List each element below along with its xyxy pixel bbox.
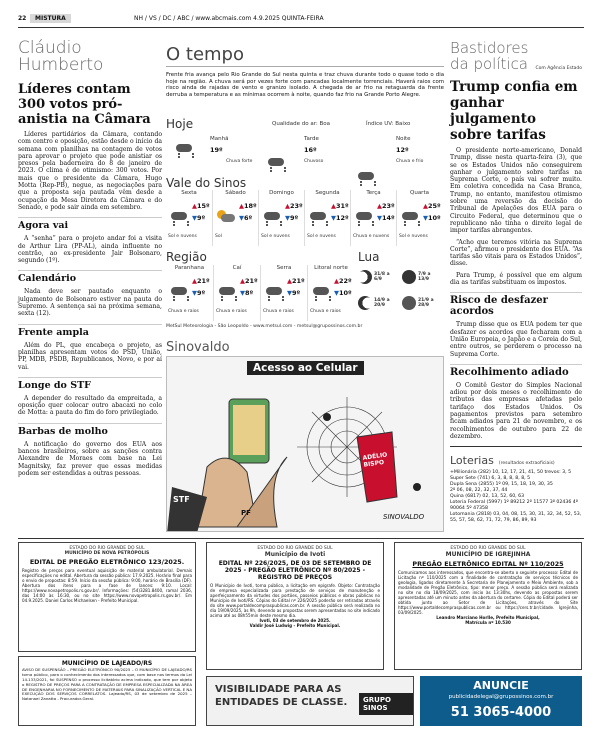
cartoon-title: Sinovaldo <box>166 340 230 355</box>
city-condition: Chuva e raios <box>263 309 294 314</box>
period-desc: Chuvoso <box>304 159 324 164</box>
period-temp: 16º <box>304 146 317 154</box>
ad-email: publicidadelegal@grupossinos.com.br <box>448 694 554 700</box>
col1-paragraph: A depender do resultado da empreitada, a oposição quer colocar outro abacaxi no colo de Motta: a pauta do fim do foro privilegiado. <box>18 394 162 417</box>
cartoon-panel <box>166 356 444 532</box>
cartoon-banner: Acesso ao Celular <box>247 361 364 375</box>
col1-paragraph: Além do PL, que encabeça o projeto, as planilhas apresentam votos do PSD, União, PP, MDB, PSDB, Republicanos, Novo, e por aí vai. <box>18 341 162 371</box>
politics-column <box>450 40 582 524</box>
cloud-icon <box>354 210 374 224</box>
forecast-day <box>396 190 442 246</box>
city-name: Paranhana <box>174 265 205 271</box>
forecast-days <box>166 190 444 246</box>
period-temp: 12º <box>396 146 409 154</box>
regiao-title: Região <box>166 250 207 264</box>
ad-state: ESTADO DO RIO GRANDE DO SUL <box>450 546 526 551</box>
subhead: Barbas de molho <box>18 423 162 437</box>
waning-moon-icon <box>358 270 372 284</box>
subhead: Agora vai <box>18 217 162 231</box>
storm-icon <box>217 285 237 299</box>
ad-body: O Município de Ivoti, torna público, a licitação em epígrafe. Objeto: Contratação de empresa especializada para prestação de serviços de manutenção e aperfeiçoamento da virtudes dos portões, passeios públicos e obras públicas no Município de Ivoti/RS. Cópias do Edital nº 226/2025 poderão ser retiradas através do site www.portaldecompraspublicas.com.br. A sessão pública será realizada no dia 19/09/2025, às 9h, devendo as propostas serem apresentadas no site indicado acima até as 08h55min deste mesmo dia. <box>210 583 380 618</box>
cartoon-drawing <box>167 377 444 532</box>
day-condition: Sol <box>215 234 222 239</box>
brand-logo: GRUPO SINOS <box>359 693 413 715</box>
cartoonist-signature: SINOVALDO <box>383 513 425 521</box>
period-name: Manhã <box>210 136 229 142</box>
subhead: Recolhimento adiado <box>450 364 582 378</box>
col1-paragraph: A “senha” para o projeto andar foi a visita de Arthur Lira (PP-AL), ainda influente no centrão, ao ex-presidente Jair Bolsonaro, segundo (1º). <box>18 235 162 265</box>
ad-anuncie <box>420 676 582 726</box>
ad-municipality: MUNICÍPIO DE NOVA PETRÓPOLIS <box>64 551 150 556</box>
storm-icon <box>311 285 331 299</box>
forecast-day <box>212 190 258 246</box>
ad-signature: Valdir José Ludwig - Prefeito Municipal. <box>249 623 341 628</box>
max-temp: ▲15º <box>192 202 210 210</box>
air-quality: Qualidade do ar: Boa <box>272 121 330 127</box>
max-temp: ▲21º <box>192 277 210 285</box>
ad-body: Registro de preços para eventual aquisição de material ambulatorial. Demais especificações no edital. Abertura da sessão pública: 17.9.2025. Horário final para o envio de propostas: 8:59. Início da sessão pública: 9:00, horário de Brasília (DF). Abertura dos itens para a fase de lances: 9:10. Local: https://www.novapetropolis.rs.gov.br/. Informações: (54)3281.8400, ramal 2036, das 14:00 às 16:30, ou no site https://www.novapetropolis.rs.gov.br/. Em 04.9.2025. Daniel Carlos Michaelsen - Prefeito Municipal. <box>22 568 192 604</box>
lottery-line: +Milionária (282) 10, 12, 17, 21, 41, 50 trevos: 3, 5 <box>450 470 572 476</box>
subhead: Longe do STF <box>18 377 162 391</box>
moon-date: 21/9 a 28/9 <box>418 298 434 308</box>
storm-icon <box>264 285 284 299</box>
ad-body: AVISO DE SUSPENSÃO – PREGÃO ELETRÔNICO 90/2025 – O MUNICÍPIO DE LAJEADO/RS torna público, para o conhecimento dos interessados que, com base nos termos da Lei 14.133/2021, foi SUSPENSO o processo licitatório acima indicado, que tem por objeto o REGISTRO DE PREÇOS PARA A CONTRATAÇÃO DE EMPRESA ESPECIALIZADA NA ÁREA DE ENGENHARIA NO FORNECIMENTO DE MATERIAIS PARA SINALIZAÇÃO VERTICAL E NA EXECUÇÃO DOS SERVIÇOS CORRELATOS. Lajeado/RS, 03 de setembro de 2025 – Natanael Zanatta - Procurador-Geral. <box>22 667 192 702</box>
phone-label: ADÉLIO BISPO <box>362 451 388 469</box>
moon-date: 7/9 a 13/9 <box>418 272 431 282</box>
city-name: Litoral norte <box>314 265 348 271</box>
ad-title: EDITAL Nº 226/2025, DE 03 DE SETEMBRO DE 2025 - PREGÃO ELETRÔNICO Nº 80/2025 - REGISTRO DE PREÇOS <box>218 560 372 581</box>
col3-paragraph: “Acho que teremos vitória na Suprema Corte”, afirmou o presidente dos EUA. “As tarifas são vitais para os Estados Unidos”, disse. <box>450 238 582 268</box>
storm-icon <box>174 142 194 156</box>
min-temp: ▼8º <box>240 289 254 297</box>
region-city <box>260 265 307 321</box>
day-name: Domingo <box>269 190 294 196</box>
rain-icon <box>356 170 376 184</box>
divider <box>166 66 444 67</box>
cloud-icon <box>308 210 328 224</box>
col3-paragraph: O presidente norte-americano, Donald Trump, disse nesta quarta-feira (3), que se os Estados Unidos não conseguirem ganhar o julgamento sobre tarifas na Suprema Corte, o país vai sofrer muito. Em coletiva concedida na Casa Branca, Trump, no entanto, manifestou otimismo sobre uma reversão da decisão do Tribunal de Apelações dos EUA para o Circuito Federal, que determinou que o republicano não tinha o direito legal de impor tarifas abrangentes. <box>450 147 582 235</box>
min-temp: ▼9º <box>285 214 299 222</box>
day-condition: Sol e nuvens <box>399 234 428 239</box>
lottery-line: Super Sete (741) 6, 3, 8, 8, 8, 8, 5 <box>450 476 531 482</box>
ad-signature: Ivoti, 03 de setembro de 2025. <box>259 618 331 623</box>
ad-igrejinha <box>394 542 582 670</box>
ad-title: PREGÃO ELETRÔNICO EDITAL Nº 110/2025 <box>412 560 564 568</box>
col3-paragraph: O Comitê Gestor do Simples Nacional adiou por dois meses o recolhimento de tributos das empresas afetadas pelo tarifaço dos Estados Unidos. Os pagamentos previstos para setembro ficam adiados para 21 de novembro, e os recolhimentos de outubro para 22 de dezembro. <box>450 381 582 440</box>
max-temp: ▲21º <box>240 277 258 285</box>
ad-slogan: VISIBILIDADE PARA AS ENTIDADES DE CLASSE. <box>215 684 348 708</box>
city-name: Serra <box>276 265 292 271</box>
ad-state: ESTADO DO RIO GRANDE DO SUL <box>69 546 145 551</box>
column-title: Bastidores da política <box>450 39 529 73</box>
lottery-line: Lotomania (2818) 03, 04, 08, 15, 30, 31, 32, 34, 52, 53, 55, 57, 58, 62, 71, 72, 79, 86, 89, 93 <box>450 512 582 524</box>
max-temp: ▲23º <box>285 202 303 210</box>
new-moon-icon <box>402 270 416 284</box>
vale-title: Vale do Sinos <box>166 176 247 190</box>
ad-municipality: MUNICÍPIO DE LAJEADO/RS <box>61 660 153 667</box>
ads-divider <box>18 538 584 539</box>
city-name: Caí <box>232 265 242 271</box>
moon-date: 14/9 a 20/9 <box>374 298 390 308</box>
weather-intro: Frente fria avança pelo Rio Grande do Sul nesta quinta e traz chuva durante todo o quase todo o dia hoje na região. A chuva será por vezes forte com pancadas localmente torrenciais. Haverá raios com risco ainda de rajadas de vento e granizo isolado. A chegada de ar frio na retaguarda da frente derruba a temperatura e as mínimas ocorrem à noite, quando faz frio na Grande Porto Alegre. <box>166 72 444 98</box>
period-desc: Chuva forte <box>226 159 253 164</box>
columnist-name: Cláudio Humberto <box>18 38 104 75</box>
region-city <box>307 265 354 321</box>
min-temp: ▼9º <box>287 289 301 297</box>
stf-label: STF <box>173 495 190 504</box>
today-label: Hoje <box>166 117 194 131</box>
forecast-day <box>350 190 396 246</box>
max-temp: ▲25º <box>423 202 441 210</box>
lottery-title: Loterias <box>450 454 494 468</box>
ad-municipality: MUNICÍPIO DE IGREJINHA <box>445 551 531 558</box>
day-name: Segunda <box>315 190 340 196</box>
day-condition: Chuva e nuvens <box>353 234 390 239</box>
moon-date: 31/8 a 6/9 <box>374 272 390 282</box>
min-temp: ▼14º <box>377 214 395 222</box>
cloud-icon <box>262 210 282 224</box>
day-name: Sexta <box>181 190 197 196</box>
min-temp: ▼12º <box>331 214 349 222</box>
forecast-day <box>166 190 212 246</box>
weather-credit: MetSul Meteorologia - São Leopoldo - www.metsul.com - metsul@grupossinos.com.br <box>166 324 363 329</box>
max-temp: ▲22º <box>334 277 352 285</box>
full-moon-icon <box>402 296 416 310</box>
weather-title: O tempo <box>166 44 244 65</box>
storm-icon <box>266 156 286 170</box>
subhead: Frente ampla <box>18 324 162 338</box>
col3-paragraph: Trump disse que os EUA podem ter que desfazer os acordos que fecharam com a União Europeia, o Japão e a Coreia do Sul, entre outros, se perderem o processo na Suprema Corte. <box>450 321 582 358</box>
col3-headline: Trump confia em ganhar julgamento sobre tarifas <box>450 79 578 143</box>
day-condition: Sol e nuvens <box>261 234 290 239</box>
ad-title: EDITAL DE PREGÃO ELETRÔNICO 123/2025. <box>29 558 185 566</box>
period-desc: Chuva e frio <box>396 159 424 164</box>
ad-municipality: Município de Ivoti <box>264 551 326 558</box>
lottery-subtitle: (resultados extraoficiais) <box>498 461 555 467</box>
period-temp: 19º <box>210 146 223 154</box>
ad-anuncie-title: ANUNCIE <box>473 679 529 692</box>
today-periods <box>170 134 444 174</box>
ad-signature: Matrícula nº 10.530 <box>465 620 511 626</box>
lottery-line: Dupla Sena (2855) 1º 09, 15, 18, 19, 30, 35 <box>450 482 553 488</box>
min-temp: ▼6º <box>239 214 253 222</box>
col3-paragraph: Para Trump, é possível que em algum dia as tarifas substituam os impostos. <box>450 271 582 287</box>
forecast-day <box>258 190 304 246</box>
page-header <box>18 14 584 26</box>
col1-headline: Líderes contam 300 votos pró-anistia na Câmara <box>18 82 151 127</box>
lottery-results <box>450 470 582 524</box>
ad-lajeado <box>18 656 196 726</box>
header-rule <box>18 27 584 28</box>
cloud-icon <box>400 210 420 224</box>
ad-signature: Leandro Marciano Horlle, Prefeito Municipal, <box>436 615 540 621</box>
storm-icon <box>169 285 189 299</box>
lottery-line: Loteria Federal (5997) 1º 89212 2º 11577 3º 02436 4º 90064 5º 47358 <box>450 500 579 512</box>
day-name: Quarta <box>410 190 429 196</box>
min-temp: ▼9º <box>192 214 206 222</box>
col1-paragraph: Líderes partidários da Câmara, contando com centro e oposição, estão desde o início da semana com planilhas na contagem de votos para aprovar o projeto que pode anistiar os presos pela baderneira do 8 de janeiro de 2023. O clima é de otimismo: 300 votos. Por mais que o presidente da Câmara, Hugo Motta (Rep-PB), negue, as negociações para que a proposta seja pautada vêm desde a ocupação da Mesa Diretora da Câmara e do Senado, e pode sair ainda em setembro. <box>18 131 162 211</box>
min-temp: ▼9º <box>192 289 206 297</box>
region-city <box>213 265 260 321</box>
min-temp: ▼10º <box>334 289 352 297</box>
ad-body: Comunicamos aos interessados, que encontra-se aberto o seguinte processo: Edital de Licitação nº 110/2025 com a finalidade de contratação de serviços técnicos de geologia, ligados diretamente à Secretaria de Planejamento e Meio Ambiente, sob a modalidade de Pregão Eletrônico, tipo: menor preço. A sessão pública será realizada no site no dia 18/09/2025, com início às 13:30hs, devendo as propostas serem apresentadas até um minuto antes da abertura do certame. Cópia do Edital poderá ser obtida junto ao Setor de Licitações, através do Site https://www.portaldecompraspublicas.com.br ou https://cers.tr.br/cidade. Igrejinha, 03/09/2025. <box>398 570 578 616</box>
day-condition: Sol e nuvens <box>307 234 336 239</box>
uv-index: Índice UV: Baixo <box>366 121 411 127</box>
city-condition: Chuva e raios <box>216 309 247 314</box>
pf-label: PF <box>241 509 251 517</box>
column-source: Com Agência Estado <box>535 66 582 71</box>
day-name: Sábado <box>225 190 246 196</box>
ad-nova-petropolis <box>18 542 196 652</box>
region-cities <box>166 265 356 321</box>
lottery-line: Quina (6817) 02, 13, 52, 60, 63 <box>450 494 525 500</box>
max-temp: ▲18º <box>239 202 257 210</box>
period-name: Tarde <box>304 136 319 142</box>
city-condition: Chuva e raios <box>310 309 341 314</box>
col1-paragraph: Nada deve ser pautado enquanto o julgamento de Bolsonaro estiver na pauta do Supremo. A sentença sai na próxima semana, sexta (12). <box>18 288 162 318</box>
ad-visibilidade <box>206 676 414 726</box>
moon-phases <box>358 268 446 322</box>
ad-phone: 51 3065-4000 <box>450 705 552 720</box>
ad-ivoti <box>206 542 384 670</box>
ad-state: ESTADO DO RIO GRANDE DO SUL <box>257 546 333 551</box>
edition-info: NH / VS / DC / ABC / www.abcmais.com 4.9.2025 QUINTA-FEIRA <box>134 15 324 22</box>
cloud-icon <box>169 210 189 224</box>
moon-title: Lua <box>358 250 380 264</box>
region-city <box>166 265 213 321</box>
lottery-line: 2º 06, 08, 22, 32, 37, 44 <box>450 488 508 494</box>
max-temp: ▲23º <box>377 202 395 210</box>
waxing-moon-icon <box>358 296 372 310</box>
day-name: Terça <box>366 190 381 196</box>
section-label: MISTURA <box>30 14 71 23</box>
col1-paragraph: A notificação do governo dos EUA aos bancos brasileiros, sobre as sanções contra Alexandre de Moraes com base na Lei Magnitsky, faz prever que essas medidas podem ser estendidas a outras pessoas. <box>18 440 162 477</box>
subhead: Calendário <box>18 270 162 284</box>
day-condition: Sol e nuvens <box>168 234 197 239</box>
min-temp: ▼10º <box>423 214 441 222</box>
page-number: 22 <box>18 15 27 22</box>
subhead: Risco de desfazer acordos <box>450 292 582 317</box>
max-temp: ▲21º <box>287 277 305 285</box>
sun-icon <box>216 210 236 224</box>
lottery-box <box>450 446 582 524</box>
max-temp: ▲31º <box>331 202 349 210</box>
columnist-column <box>18 40 162 477</box>
forecast-day <box>304 190 350 246</box>
city-condition: Chuva e raios <box>168 309 199 314</box>
period-name: Noite <box>396 136 411 142</box>
